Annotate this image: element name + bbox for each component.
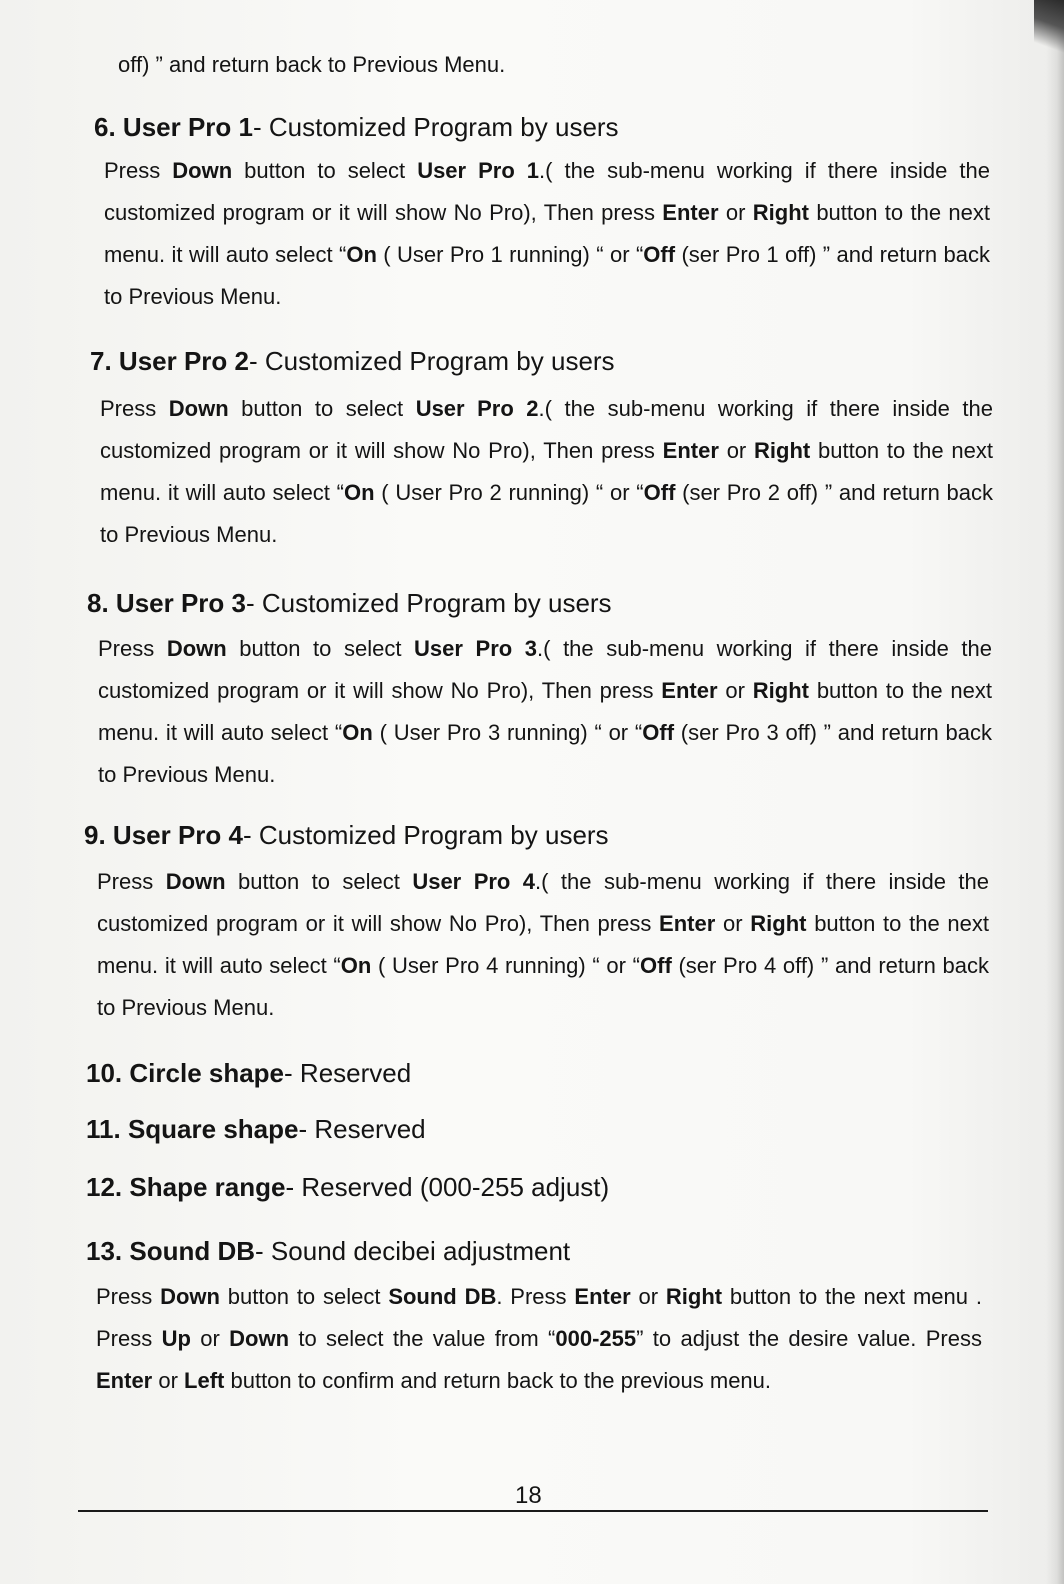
section-term: User Pro 3 xyxy=(115,588,246,618)
section-description: - Customized Program by users xyxy=(246,588,612,618)
section-heading-7 xyxy=(90,346,615,377)
page-number: 18 xyxy=(515,1482,542,1509)
item-heading-12: 12. Shape range- Reserved (000-255 adjust) xyxy=(86,1172,610,1202)
section-number: 6. xyxy=(94,112,116,142)
section-description: - Customized Program by users xyxy=(253,112,619,142)
section-term: User Pro 4 xyxy=(112,820,243,850)
footer-rule xyxy=(78,1510,988,1512)
section-heading-9 xyxy=(84,820,609,851)
section-description: - Customized Program by users xyxy=(249,346,615,376)
section-body-7: Press Down button to select User Pro 2.( the sub-menu working if there inside the customized program or it will show No Pro), Then press Enter or Right button to the next menu. it will auto select “On ( User Pro 2 running) “ or “Off (ser Pro 2 off) ” and return back to Previous Menu. xyxy=(100,396,994,547)
section-body-6: Press Down button to select User Pro 1.( the sub-menu working if there inside the customized program or it will show No Pro), Then press Enter or Right button to the next menu. it will auto select “On ( User Pro 1 running) “ or “Off (ser Pro 1 off) ” and return back to Previous Menu. xyxy=(104,158,991,309)
section-term: User Pro 2 xyxy=(118,346,249,376)
item-heading-11: 11. Square shape- Reserved xyxy=(86,1114,426,1144)
section-heading-8 xyxy=(87,588,612,619)
section-heading-6 xyxy=(94,112,619,143)
section-body-9: Press Down button to select User Pro 4.( the sub-menu working if there inside the customized program or it will show No Pro), Then press Enter or Right button to the next menu. it will auto select “On ( User Pro 4 running) “ or “Off (ser Pro 4 off) ” and return back to Previous Menu. xyxy=(97,869,990,1020)
page-edge-shadow xyxy=(1046,0,1064,1584)
item-body-13: Press Down button to select Sound DB. Press Enter or Right button to the next menu . Press Up or Down to select the value from “000-255” to adjust the desire value. Press Enter or Left button to confirm and return back to the previous menu. xyxy=(96,1284,982,1393)
section-number: 7. xyxy=(90,346,112,376)
section-description: - Customized Program by users xyxy=(243,820,609,850)
item-heading-13: 13. Sound DB- Sound decibei adjustment xyxy=(86,1236,571,1266)
continued-text: off) ” and return back to Previous Menu. xyxy=(118,52,506,77)
section-term: User Pro 1 xyxy=(122,112,253,142)
section-body-8: Press Down button to select User Pro 3.( the sub-menu working if there inside the customized program or it will show No Pro), Then press Enter or Right button to the next menu. it will auto select “On ( User Pro 3 running) “ or “Off (ser Pro 3 off) ” and return back to Previous Menu. xyxy=(98,636,993,787)
item-heading-10: 10. Circle shape- Reserved xyxy=(86,1058,412,1088)
page-corner-shadow xyxy=(1034,0,1064,60)
section-number: 8. xyxy=(87,588,109,618)
section-number: 9. xyxy=(84,820,106,850)
